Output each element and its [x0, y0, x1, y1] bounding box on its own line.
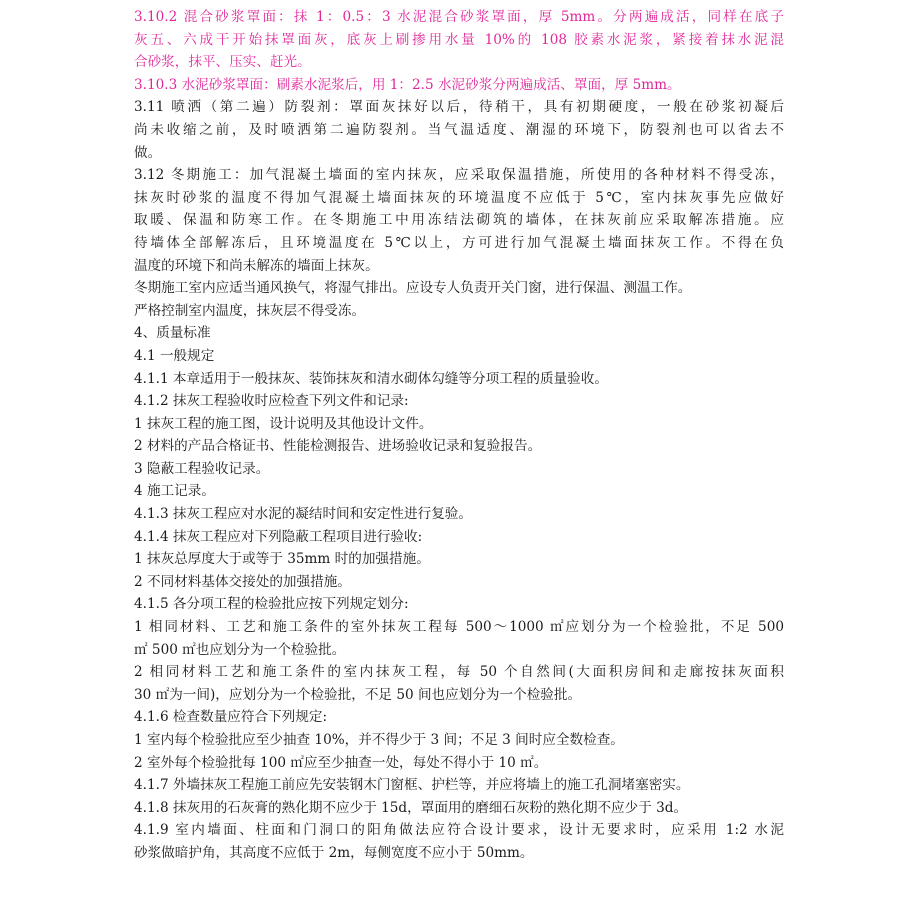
text-line: ㎡ 500 ㎡也应划分为一个检验批。 [134, 641, 346, 658]
text-line: 3.12 冬期施工：加气混凝土墙面的室内抹灰，应采取保温措施，所使用的各种材料不得受冻， [134, 167, 784, 184]
text-line: 1 相同材料、工艺和施工条件的室外抹灰工程每 500～1000 ㎡应划分为一个检验批，不足 500 [134, 619, 784, 636]
text-line: 4.1.9 室内墙面、柱面和门洞口的阳角做法应符合设计要求，设计无要求时，应采用 1:2 水泥 [134, 822, 784, 839]
text-line: 4.1.1 本章适用于一般抹灰、装饰抹灰和清水砌体勾缝等分项工程的质量验收。 [134, 370, 608, 387]
text-line: 温度的环境下和尚未解冻的墙面上抹灰。 [134, 257, 379, 274]
text-line: 严格控制室内温度，抹灰层不得受冻。 [134, 302, 366, 319]
text-line: 3.10.3 水泥砂浆罩面：刷素水泥浆后，用 1：2.5 水泥砂浆分两遍成活、罩面，厚 5mm。 [134, 76, 681, 93]
text-line: 4.1.6 检查数量应符合下列规定: [134, 709, 328, 726]
text-line: 4、质量标准 [134, 325, 211, 342]
document-page [134, 6, 784, 865]
text-line: 砂浆做暗护角，其高度不应低于 2m，每侧宽度不应小于 50mm。 [134, 844, 534, 861]
text-line: 30 ㎡为一间)，应划分为一个检验批，不足 50 间也应划分为一个检验批。 [134, 686, 582, 703]
text-line: 2 室外每个检验批每 100 ㎡应至少抽查一处，每处不得小于 10 ㎡。 [134, 754, 548, 771]
text-line: 4.1.2 抹灰工程验收时应检查下列文件和记录: [134, 393, 409, 410]
text-line: 1 抹灰工程的施工图，设计说明及其他设计文件。 [134, 415, 433, 432]
text-line: 2 相同材料工艺和施工条件的室内抹灰工程，每 50 个自然间(大面积房间和走廊按抹灰面积 [134, 664, 784, 681]
text-line: 3.10.2 混合砂浆罩面：抹 1：0.5：3 水泥混合砂浆罩面，厚 5mm。分两遍成活，同样在底子 [134, 9, 784, 25]
text-line: 合砂浆，抹平、压实、赶光。 [134, 54, 311, 71]
text-line: 冬期施工室内应适当通风换气，将湿气排出。应设专人负责开关门窗，进行保温、测温工作。 [134, 280, 692, 297]
text-line: 4.1.8 抹灰用的石灰膏的熟化期不应少于 15d，罩面用的磨细石灰粉的熟化期不应少于 3d。 [134, 799, 688, 816]
text-line: 取暖、保温和防寒工作。在冬期施工中用冻结法砌筑的墙体，在抹灰前应采取解冻措施。应 [134, 212, 784, 229]
text-line: 4.1.4 抹灰工程应对下列隐蔽工程项目进行验收: [134, 528, 423, 545]
text-line: 2 不同材料基体交接处的加强措施。 [134, 573, 351, 590]
text-line: 4.1.3 抹灰工程应对水泥的凝结时间和安定性进行复验。 [134, 506, 472, 523]
text-line: 4.1 一般规定 [134, 347, 215, 364]
text-line: 尚未收缩之前，及时喷洒第二遍防裂剂。当气温适度、潮湿的环境下，防裂剂也可以省去不 [134, 121, 784, 138]
text-line: 灰五、六成干开始抹罩面灰，底灰上刷掺用水量 10%的 108 胶素水泥浆，紧接着抹水泥混 [134, 31, 784, 48]
text-line: 2 材料的产品合格证书、性能检测报告、进场验收记录和复验报告。 [134, 438, 542, 455]
text-line: 4.1.5 各分项工程的检验批应按下列规定划分: [134, 596, 409, 613]
text-line: 抹灰时砂浆的温度不得加气混凝土墙面抹灰的环境温度不应低于 5℃，室内抹灰事先应做好 [134, 189, 784, 206]
text-line: 做。 [134, 144, 162, 161]
text-line: 4.1.7 外墙抹灰工程施工前应先安装钢木门窗框、护栏等，并应将墙上的施工孔洞堵塞密实。 [134, 777, 690, 794]
text-line: 3.11 喷洒（第二遍）防裂剂：罩面灰抹好以后，待稍干，具有初期硬度，一般在砂浆初凝后 [134, 99, 784, 116]
text-line: 1 室内每个检验批应至少抽查 10%，并不得少于 3 间；不足 3 间时应全数检查。 [134, 732, 624, 748]
text-line: 1 抹灰总厚度大于或等于 35mm 时的加强措施。 [134, 551, 430, 568]
text-line: 3 隐蔽工程验收记录。 [134, 460, 270, 477]
text-line: 待墙体全部解冻后，且环境温度在 5℃以上，方可进行加气混凝土墙面抹灰工作。不得在负 [134, 234, 784, 251]
text-line: 4 施工记录。 [134, 483, 215, 500]
